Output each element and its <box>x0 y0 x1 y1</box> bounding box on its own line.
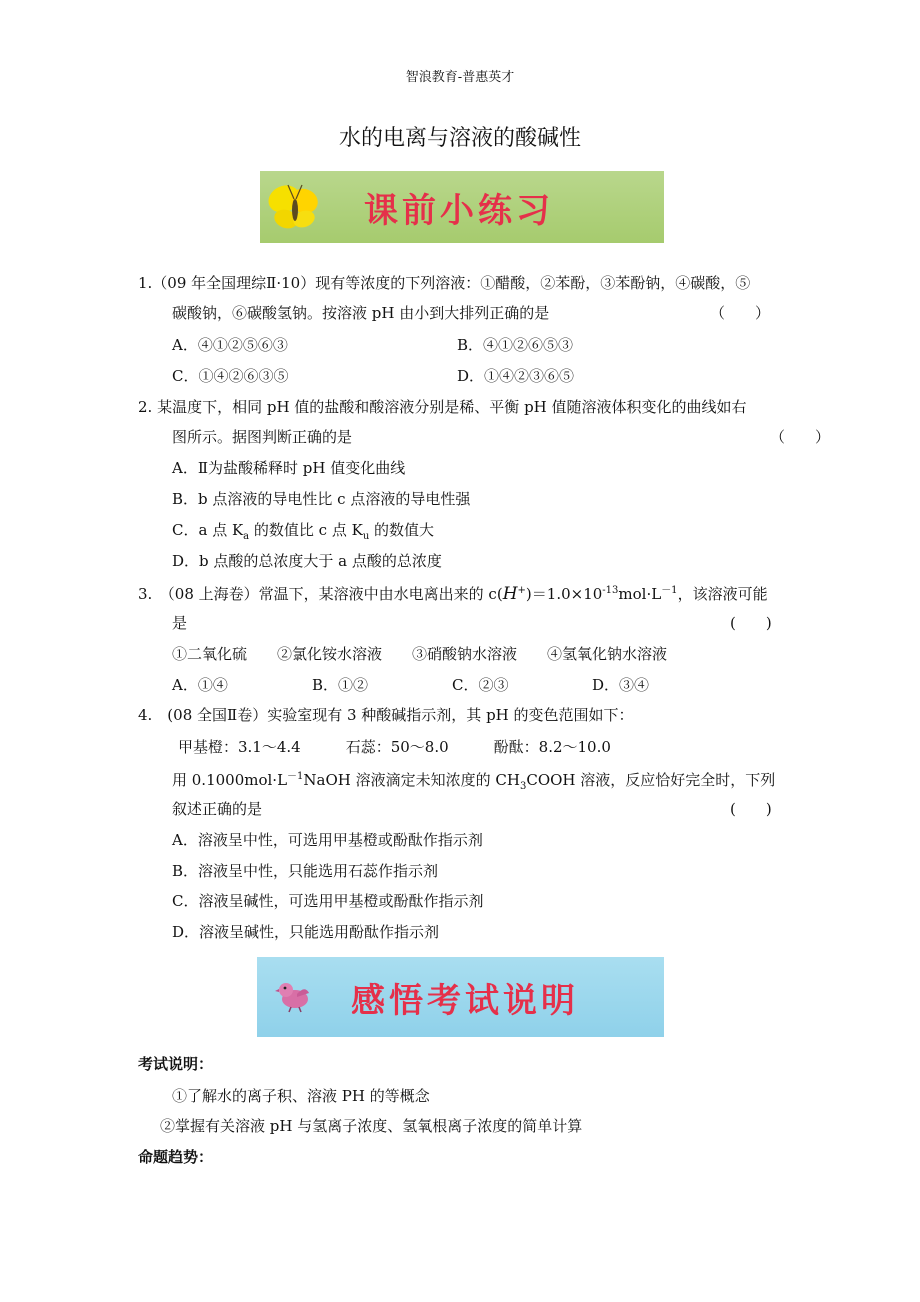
q2-line2: 图所示。据图判断正确的是 <box>172 428 353 446</box>
exam-item-2: ②掌握有关溶液 pH 与氢离子浓度、氢氧根离子浓度的简单计算 <box>160 1117 583 1135</box>
banner-pre-class-practice <box>260 171 664 243</box>
page-header: 智浪教育-普惠英才 <box>405 70 515 85</box>
q2-option-d: D．b 点酸的总浓度大于 a 点酸的总浓度 <box>172 552 442 570</box>
q1-option-c: C．①④②⑥③⑤ <box>172 367 289 385</box>
q2-option-b: B．b 点溶液的导电性比 c 点溶液的导电性强 <box>172 490 471 508</box>
q2-option-a: A．Ⅱ为盐酸稀释时 pH 值变化曲线 <box>172 459 406 477</box>
q3-answer-paren: ( ) <box>730 614 772 632</box>
butterfly-icon <box>264 179 324 237</box>
q2-answer-paren: （ ） <box>770 428 831 446</box>
page-title: 水的电离与溶液的酸碱性 <box>338 126 581 151</box>
q4-option-d: D．溶液呈碱性，只能选用酚酞作指示剂 <box>172 923 440 941</box>
q4-option-a: A．溶液呈中性，可选用甲基橙或酚酞作指示剂 <box>172 831 483 849</box>
banner-exam-insight <box>257 957 664 1037</box>
q4-option-b: B．溶液呈中性，只能选用石蕊作指示剂 <box>172 862 439 880</box>
q1-option-b: B．④①②⑥⑤③ <box>457 336 574 354</box>
q3-option-a: A．①④ <box>172 676 228 694</box>
banner-pre-class-practice-text: 课前小练习 <box>364 190 554 231</box>
q3-option-b: B．①② <box>312 676 369 694</box>
q3-option-d: D．③④ <box>592 676 650 694</box>
q2-option-c: C．a 点 $K_a$ 的数值比 c 点 $K_u$ 的数值大 <box>172 521 435 542</box>
q4-option-c: C．溶液呈碱性，可选用甲基橙或酚酞作指示剂 <box>172 892 484 910</box>
q1-option-d: D．①④②③⑥⑤ <box>457 367 575 385</box>
q2-line1: 2. 某温度下，相同 pH 值的盐酸和酸溶液分别是稀、平衡 pH 值随溶液体积变化的曲线如右 <box>138 398 747 416</box>
q3-option-c: C．②③ <box>452 676 509 694</box>
q4-line1: 4. (08 全国Ⅱ卷）实验室现有 3 种酸碱指示剂，其 pH 的变色范围如下： <box>138 706 634 724</box>
q4-line3: 用 $0.1000mol\cdot L^{-1}NaOH$ 溶液滴定未知浓度的 $CH_3COOH$ 溶液，反应恰好完全时，下列 <box>172 771 776 792</box>
q4-indicator-ranges: 甲基橙：3.1～4.4 石蕊：50～8.0 酚酞：8.2～10.0 <box>178 738 611 756</box>
q4-answer-paren: ( ) <box>730 800 772 818</box>
q3-choices: ①二氧化硫 ②氯化铵水溶液 ③硝酸钠水溶液 ④氢氧化钠水溶液 <box>172 645 668 663</box>
q1-line1: 1.（09 年全国理综Ⅱ·10）现有等浓度的下列溶液：①醋酸，②苯酚，③苯酚钠，④碳酸，⑤ <box>138 274 751 292</box>
q1-option-a: A．④①②⑤⑥③ <box>172 336 288 354</box>
q3-line2: 是 <box>172 614 188 632</box>
q1-answer-paren: （ ） <box>710 304 771 322</box>
q1-line2: 碳酸钠，⑥碳酸氢钠。按溶液 pH 由小到大排列正确的是 <box>172 304 550 322</box>
trend-heading: 命题趋势： <box>138 1148 214 1166</box>
banner-exam-insight-text: 感悟考试说明 <box>351 980 579 1021</box>
bird-icon <box>275 977 315 1013</box>
q4-line4: 叙述正确的是 <box>172 800 263 818</box>
q3-line1: 3. （08 上海卷）常温下，某溶液中由水电离出来的 $c(H^+)=1.0\times 10^{-13}mol\cdot L^{-1}$，该溶液可能 <box>138 584 768 604</box>
exam-item-1: ①了解水的离子积、溶液 PH 的等概念 <box>172 1087 430 1105</box>
exam-heading: 考试说明： <box>138 1055 214 1073</box>
